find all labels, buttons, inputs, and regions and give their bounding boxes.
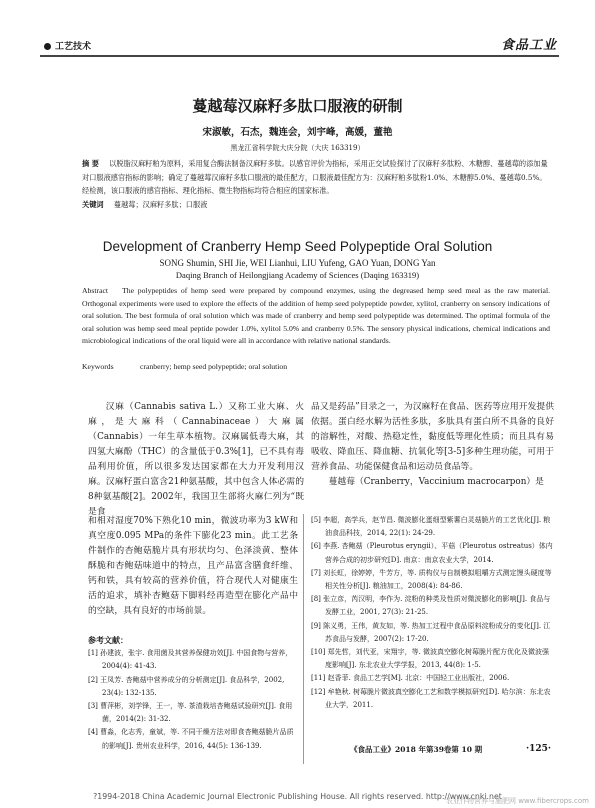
affiliation-cn: 黑龙江省科学院大庆分院（大庆 163319）	[230, 144, 365, 152]
reference-item: [9] 陈义勇，王伟，黄友如，等. 热加工过程中食品原料淀粉成分的变化[J]. 江苏食品与发酵，2007(2): 17-20.	[311, 621, 551, 643]
header-rule	[40, 55, 559, 57]
reference-item: [12] 牟艳秋. 树莓脆片微波真空膨化工艺和数学模拟研究[D]. 哈尔滨：东北农业大学，2011.	[311, 687, 551, 709]
keywords-en	[82, 362, 287, 371]
section-text: 工艺技术	[55, 42, 92, 52]
journal-citation: 《食品工业》2018 年第39卷第 10 期	[350, 745, 483, 754]
copyright-notice: ?1994-2018 China Academic Journal Electronic Publishing House. All rights reserved. http://www.cnki.net	[93, 792, 502, 801]
keywords-en-label: Keywords	[82, 362, 114, 371]
references-left	[88, 634, 298, 753]
body-right-column	[311, 400, 554, 490]
keywords-cn-label: 关键词	[82, 199, 104, 209]
body-paragraph: 蔓越莓（Cranberry，Vaccinium macrocarpon）是	[328, 477, 544, 487]
reference-item: [1] 孙建波，张宇. 食用菌及其营养保健功效[J]. 中国食物与营养，2004(4): 41-43.	[88, 649, 293, 671]
references-heading: 参考文献：	[88, 635, 128, 645]
body-left-column	[88, 400, 304, 520]
abstract-en-text: The polypeptides of hemp seed were prepared by compound enzymes, using the degreased hemp seed meal as the raw material. Orthogonal experiments were used to explore the effects of the addition of hemp seed polypeptide powder, xylitol, cranberry on sensory indications of oral solution. The best formula of oral solution which was made of cranberry and hemp seed polypeptide was determined. The optimal formula of the oral solution was hemp seed meal peptide powder 1.0%, xylitol 5.0% and cranberry 0.5%. The sensory physical indications, chemical indications and microbiological indications of the oral liquid were all in accordance with relative national standards.	[82, 286, 550, 346]
watermark: 农业作物营养与施肥网 www.fibercrops.com	[446, 797, 589, 805]
reference-item: [7] 刘长虹，徐婷婷，牛芳方，等. 质构仪与自制模拟咀嚼方式测定馒头硬度等相关性分析[J]. 粮油加工，2008(4): 84-86.	[311, 568, 552, 591]
journal-logo: 食品工业	[500, 38, 557, 53]
references-right	[311, 514, 554, 712]
reference-item: [10] 郑先哲，刘代亚，宋翔宇，等. 微波真空膨化树莓脆片配方优化及微波强度影响[J]. 东北农业大学学报，2013, 44(8): 1-5.	[311, 648, 550, 670]
bullet-icon	[44, 43, 51, 50]
title-cn: 蔓越莓汉麻籽多肽口服液的研制	[192, 97, 403, 115]
reference-item: [8] 张立彦，芮汉明，李作为. 淀粉的种类及性质对微波膨化的影响[J]. 食品与发酵工业，2001, 27(3): 21-25.	[311, 595, 551, 617]
title-en: Development of Cranberry Hemp Seed Polypeptide Oral Solution	[102, 239, 493, 254]
authors-en: SONG Shumin, SHI Jie, WEI Lianhui, LIU Yufeng, GAO Yuan, DONG Yan	[159, 258, 436, 268]
abstract-cn-label: 摘 要	[82, 159, 99, 168]
reference-item: [2] 王凤芳. 杏鲍菇中营养成分的分析测定[J]. 食品科学，2002, 23(4): 132-135.	[88, 675, 285, 697]
reference-item: [6] 李燕. 杏鲍菇（Pleurotus eryngii）、平菇（Pleurotus ostreatus）体内营养合成的初步研究[D]. 南京：南京农业大学，2014.	[311, 542, 553, 564]
affiliation-en: Daqing Branch of Heilongjiang Academy of Sciences (Daqing 163319)	[175, 270, 420, 280]
reference-item: [3] 曹萍彬，刘学锋，王一，等. 茶渣栽培杏鲍菇试验研究[J]. 食用菌，2014(2): 31-32.	[88, 702, 293, 724]
reference-item: [5] 李超，高学兵，赵节昌. 微波膨化蛋细型紫薯白灵菇脆片的工艺优化[J]. 粮油食品科技，2014, 22(1): 24-29.	[311, 516, 551, 538]
abstract-cn	[82, 157, 550, 211]
keywords-en-text: cranberry; hemp seed polypeptide; oral solution	[140, 362, 288, 371]
body-paragraph: 汉麻（Cannabis sativa L.）又称工业大麻、火麻，是大麻科（Cannabinaceae）大麻属（Cannabis）一年生草本植物。汉麻属低毒大麻，其四氢大麻酚（THC）的含量低于0.3%[1]，已不具有毒品利用价值，所以很多发达国家都在大力开发利用汉麻。汉麻籽蛋白富含21种氨基酸，其中包含人体必需的8种氨基酸[2]。2002年，我国卫生部将火麻仁列为“既是食	[88, 402, 304, 517]
conclusion-paragraph: 和相对湿度70%下熟化10 min，微波功率为3 kW和真空度0.095 MPa的条件下膨化23 min。此工艺条件制作的杏鲍菇脆片具有形状均匀、色泽淡黄、整体酥脆和杏鲍菇味道中的特点，且产品富含膳食纤维、钙和铁，具有较高的营养价值，符合现代人对健康生活的追求，填补杏鲍菇下脚料经再造型在膨化产品中的空缺，具有良好的市场前景。	[88, 516, 298, 616]
page-number: ·125·	[525, 744, 551, 754]
abstract-en-label: Abstract	[82, 286, 109, 295]
body-paragraph: 品又是药品”目录之一，为汉麻籽在食品、医药等应用开发提供依据。蛋白经水解为活性多肽，多肽具有蛋白所不具备的良好的溶解性，对酸、热稳定性，黏度低等理化性质；而且具有易吸收、降血压、降血糖、抗氧化等[3-5]多种生理功能，可用于营养食品、功能保健食品和运动员食品等。	[311, 402, 554, 472]
keywords-cn-text: 蔓越莓；汉麻籽多肽；口服液	[113, 199, 208, 209]
column-divider	[303, 514, 304, 764]
section-label	[44, 39, 91, 52]
abstract-cn-text: 以脱脂汉麻籽粕为原料，采用复合酶法制备汉麻籽多肽。以感官评价为指标，采用正交试验探讨了汉麻籽多肽粉、木糖醇、蔓越莓的添加量对口服液感官指标的影响；确定了蔓越莓汉麻籽多肽口服液的最佳配方，口服液最佳配方为：汉麻籽粕多肽粉1.0%、木糖醇5.0%、蔓越莓0.5%。经检测，该口服液的感官指标、理化指标、微生物指标均符合相应的国家标准。	[82, 159, 548, 195]
authors-cn: 宋淑敏，石杰，魏连会，刘宇峰，高媛，董艳	[202, 127, 393, 138]
reference-item: [4] 曹淼，化志秀，童斌，等. 不同干燥方法对即食杏鲍菇脆片品质的影响[J]. 贵州农业科学，2016, 44(5): 136-139.	[88, 728, 294, 750]
abstract-en	[82, 285, 550, 348]
reference-item: [11] 赵香菲. 食品工艺学[M]. 北京：中国轻工业出版社，2006.	[311, 674, 510, 683]
